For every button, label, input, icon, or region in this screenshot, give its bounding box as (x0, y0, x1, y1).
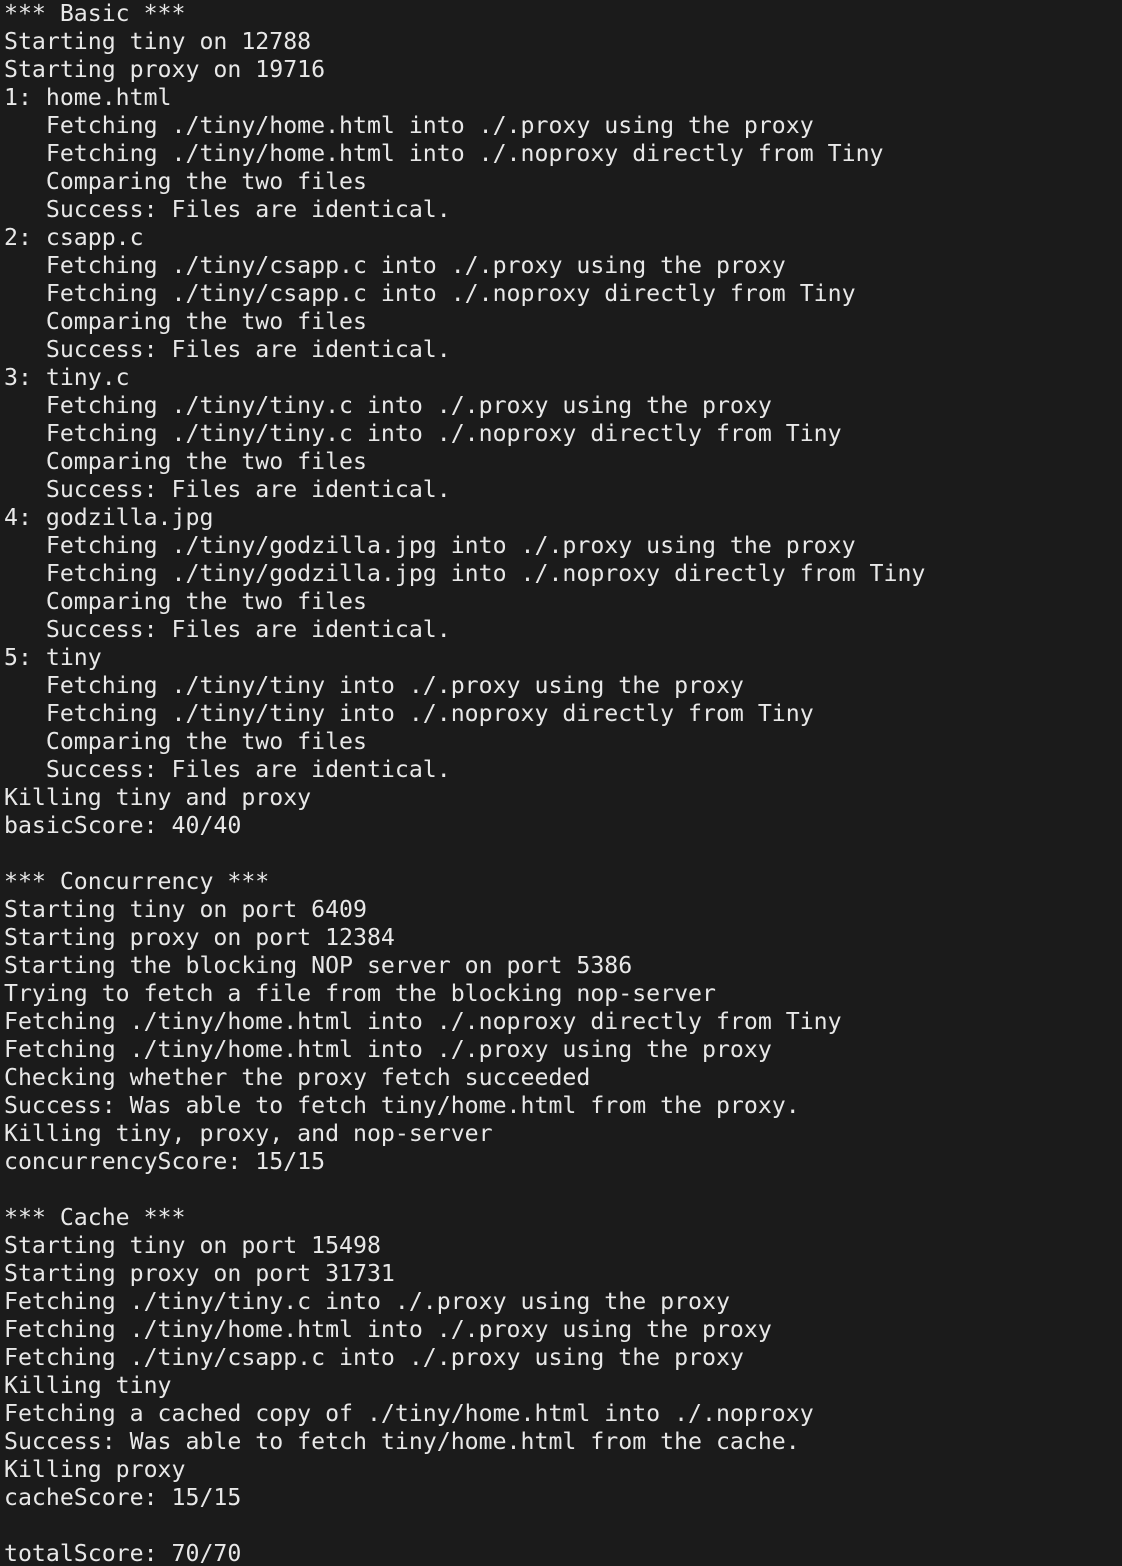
terminal-line: Fetching ./tiny/godzilla.jpg into ./.noproxy directly from Tiny (4, 560, 926, 587)
terminal-line: Fetching ./tiny/tiny into ./.noproxy directly from Tiny (4, 700, 814, 727)
terminal-line: basicScore: 40/40 (4, 812, 242, 839)
terminal-line: Comparing the two files (4, 308, 367, 335)
terminal-line: cacheScore: 15/15 (4, 1484, 242, 1511)
terminal-line: *** Basic *** (4, 0, 186, 27)
terminal-line: Success: Files are identical. (4, 616, 451, 643)
terminal-line: Fetching ./tiny/home.html into ./.proxy using the proxy (4, 112, 814, 139)
terminal-line: concurrencyScore: 15/15 (4, 1148, 326, 1175)
terminal-line: Fetching ./tiny/home.html into ./.noproxy directly from Tiny (4, 1008, 842, 1035)
terminal-line: Starting proxy on port 12384 (4, 924, 395, 951)
terminal-line: *** Concurrency *** (4, 868, 270, 895)
terminal-line: 3: tiny.c (4, 364, 130, 391)
terminal-line (4, 1512, 1122, 1540)
terminal-line: Success: Was able to fetch tiny/home.html from the proxy. (4, 1092, 800, 1119)
terminal-line: Fetching ./tiny/tiny.c into ./.noproxy directly from Tiny (4, 420, 842, 447)
terminal-line: Success: Was able to fetch tiny/home.html from the cache. (4, 1428, 800, 1455)
terminal-line: Fetching ./tiny/godzilla.jpg into ./.proxy using the proxy (4, 532, 856, 559)
terminal-line: Starting proxy on 19716 (4, 56, 326, 83)
terminal-line: Comparing the two files (4, 588, 367, 615)
terminal-line (4, 1176, 1122, 1204)
terminal-line: Fetching ./tiny/tiny into ./.proxy using the proxy (4, 672, 744, 699)
terminal-line: Fetching ./tiny/csapp.c into ./.noproxy directly from Tiny (4, 280, 856, 307)
terminal-line: Fetching ./tiny/tiny.c into ./.proxy using the proxy (4, 1288, 730, 1315)
terminal-line: Starting tiny on 12788 (4, 28, 312, 55)
terminal-line: Killing tiny (4, 1372, 172, 1399)
terminal-line: Comparing the two files (4, 168, 367, 195)
terminal-line: Trying to fetch a file from the blocking nop-server (4, 980, 716, 1007)
terminal-line: Starting tiny on port 6409 (4, 896, 367, 923)
terminal-line: Success: Files are identical. (4, 336, 451, 363)
terminal-line: Fetching ./tiny/home.html into ./.proxy using the proxy (4, 1316, 772, 1343)
terminal-line: Killing tiny, proxy, and nop-server (4, 1120, 493, 1147)
terminal-line: Starting tiny on port 15498 (4, 1232, 381, 1259)
terminal-line: Fetching ./tiny/home.html into ./.proxy using the proxy (4, 1036, 772, 1063)
terminal-line: Starting the blocking NOP server on port 5386 (4, 952, 633, 979)
terminal-line: *** Cache *** (4, 1204, 186, 1231)
terminal-line: Killing proxy (4, 1456, 186, 1483)
terminal-line: Fetching ./tiny/csapp.c into ./.proxy using the proxy (4, 1344, 744, 1371)
terminal-line: 2: csapp.c (4, 224, 144, 251)
terminal-line: Fetching ./tiny/csapp.c into ./.proxy using the proxy (4, 252, 786, 279)
terminal-line: Starting proxy on port 31731 (4, 1260, 395, 1287)
terminal-line: Comparing the two files (4, 728, 367, 755)
terminal-line: Success: Files are identical. (4, 756, 451, 783)
terminal-line: Killing tiny and proxy (4, 784, 312, 811)
terminal-line: Fetching ./tiny/tiny.c into ./.proxy using the proxy (4, 392, 772, 419)
terminal-line (4, 840, 1122, 868)
terminal-line: totalScore: 70/70 (4, 1540, 242, 1566)
terminal-line: Success: Files are identical. (4, 476, 451, 503)
terminal-line: Comparing the two files (4, 448, 367, 475)
terminal-line: Fetching ./tiny/home.html into ./.noproxy directly from Tiny (4, 140, 884, 167)
terminal-line: 4: godzilla.jpg (4, 504, 214, 531)
terminal-line: Success: Files are identical. (4, 196, 451, 223)
terminal-line: Fetching a cached copy of ./tiny/home.html into ./.noproxy (4, 1400, 814, 1427)
terminal-line: Checking whether the proxy fetch succeeded (4, 1064, 591, 1091)
terminal-line: 1: home.html (4, 84, 172, 111)
terminal-line: 5: tiny (4, 644, 102, 671)
